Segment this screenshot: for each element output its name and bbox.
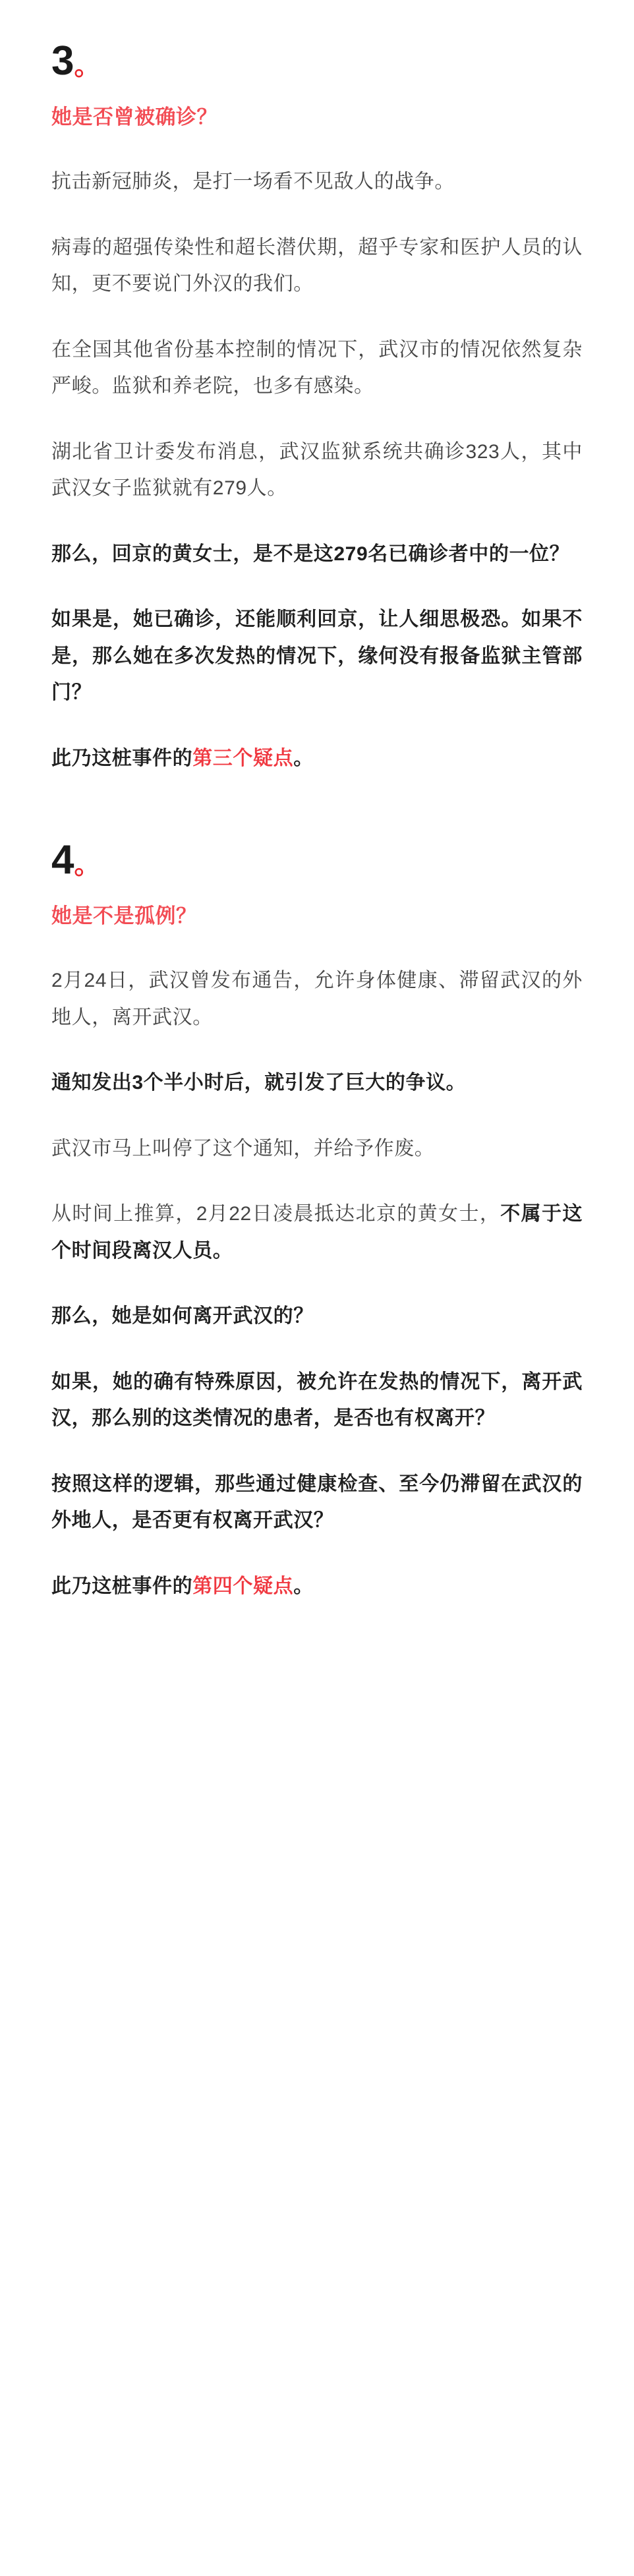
paragraph: 如果是，她已确诊，还能顺利回京，让人细思极恐。如果不是，那么她在多次发热的情况下，缘何没有报备监狱主管部门？ [51, 608, 583, 704]
paragraph: 武汉市马上叫停了这个通知，并给予作废。 [51, 1137, 435, 1159]
article-section-3 [51, 38, 583, 776]
closing-suffix: 。 [293, 747, 314, 769]
paragraph-plain-head: 从时间上推算，2月22日凌晨抵达北京的黄女士， [51, 1203, 501, 1225]
closing-prefix: 此乃这桩事件的 [51, 1575, 193, 1597]
section-number-value: 4 [51, 837, 74, 883]
section-number-value: 3 [51, 38, 74, 84]
section-closing-4 [51, 1568, 583, 1605]
section-number-dot: 。 [74, 51, 101, 80]
closing-highlight: 第三个疑点 [192, 747, 294, 769]
section-number-4 [51, 837, 583, 883]
paragraph: 通知发出3个半小时后，就引发了巨大的争议。 [51, 1072, 467, 1094]
section-number-dot: 。 [74, 850, 101, 880]
paragraph: 病毒的超强传染性和超长潜伏期，超乎专家和医护人员的认知，更不要说门外汉的我们。 [51, 236, 583, 295]
paragraph: 抗击新冠肺炎，是打一场看不见敌人的战争。 [51, 171, 455, 193]
section-closing-3 [51, 740, 583, 777]
paragraph-bold-tail: 不属于这个时间段离汉人员。 [51, 1203, 583, 1262]
section-subtitle-4: 她是不是孤例？ [51, 904, 197, 928]
closing-suffix: 。 [293, 1575, 314, 1597]
closing-prefix: 此乃这桩事件的 [51, 747, 193, 769]
closing-highlight: 第四个疑点 [192, 1575, 294, 1597]
section-subtitle-3: 她是否曾被确诊？ [51, 105, 217, 129]
paragraph-mixed [51, 1196, 583, 1269]
paragraph: 那么，她是如何离开武汉的？ [51, 1305, 314, 1328]
paragraph: 在全国其他省份基本控制的情况下，武汉市的情况依然复杂严峻。监狱和养老院，也多有感染。 [51, 338, 583, 397]
section-number-3 [51, 38, 583, 84]
article-section-4 [51, 837, 583, 1604]
paragraph: 按照这样的逻辑，那些通过健康检查、至今仍滞留在武汉的外地人，是否更有权离开武汉？ [51, 1473, 583, 1532]
paragraph: 那么，回京的黄女士，是不是这279名已确诊者中的一位？ [51, 542, 570, 565]
paragraph: 湖北省卫计委发布消息，武汉监狱系统共确诊323人，其中武汉女子监狱就有279人。 [51, 440, 583, 500]
paragraph: 如果，她的确有特殊原因，被允许在发热的情况下，离开武汉，那么别的这类情况的患者，是否也有权离开？ [51, 1370, 583, 1430]
paragraph: 2月24日，武汉曾发布通告，允许身体健康、滞留武汉的外地人，离开武汉。 [51, 970, 583, 1028]
